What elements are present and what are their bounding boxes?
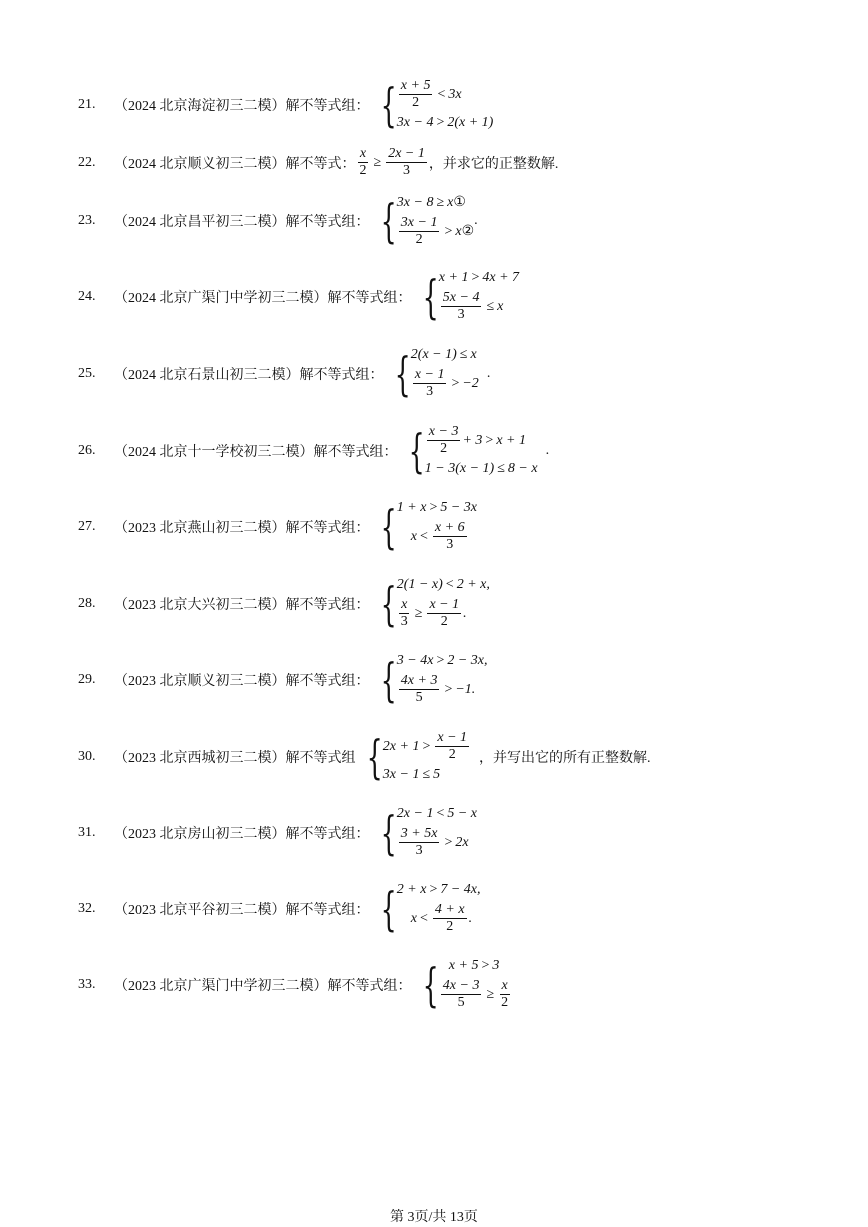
problem-source: （2023 北京房山初三二模）解不等式组： [114, 826, 370, 842]
problem-25 [78, 347, 490, 400]
problem-30 [78, 730, 651, 783]
inequality-system: { 2 + x > 7 − 4x, x < $\frac{4 + x}{2}$ . [380, 881, 481, 936]
problem-tail: ，并求它的正整数解. [428, 156, 559, 172]
problem-number: 26. [78, 442, 96, 458]
problem-32 [78, 882, 481, 935]
problem-source: （2024 北京十一学校初三二模）解不等式组： [114, 444, 398, 460]
problem-number: 22. [78, 154, 96, 170]
problem-tail: ，并写出它的所有正整数解. [479, 750, 651, 766]
inequality-system: { x + 5 > 3 $\frac{4x - 3}{5}$ ≥ $\frac{x}{2}$ [422, 957, 509, 1012]
inequality-system: { 1 + x > 5 − 3x x < $\frac{x + 6}{3}$ [380, 499, 478, 554]
problem-number: 33. [78, 976, 96, 992]
problem-source: （2023 北京顺义初三二模）解不等式组： [114, 673, 370, 689]
inequality-system: { x + 1 > 4x + 7 $\frac{5x - 4}{3}$ ≤ x [422, 269, 520, 324]
problem-26 [78, 424, 549, 477]
inequality-system: { 2x + 1 > $\frac{x - 1}{2}$ 3x − 1 ≤ 5 [366, 729, 468, 784]
problem-number: 29. [78, 671, 96, 687]
problem-21 [78, 78, 493, 131]
inequality-system: { $\frac{x - 3}{2}$ + 3 > x + 1 1 − 3(x − 1) ≤ 8 − x [408, 423, 538, 478]
inequality-system: { 3x − 8 ≥ x ① $\frac{3x - 1}{2}$ > x ② [380, 194, 475, 249]
page-footer: 第 3页/共 13页 [390, 1210, 478, 1225]
problem-number: 30. [78, 748, 96, 764]
problem-source: （2024 北京海淀初三二模）解不等式组： [114, 98, 370, 114]
problem-24 [78, 270, 519, 323]
inequality-system: { 2(x − 1) ≤ x $\frac{x - 1}{3}$ > −2 [394, 346, 479, 401]
problem-source: （2023 北京大兴初三二模）解不等式组： [114, 597, 370, 613]
problem-tail: . [486, 365, 491, 381]
problem-tail: . [474, 213, 478, 229]
problem-22: 22. （2024 北京顺义初三二模）解不等式： $\frac{x}{2}$ ≥ $\frac{2x - 1}{3}$ ，并求它的正整数解. [78, 146, 559, 179]
problem-number: 32. [78, 900, 96, 916]
problem-number: 25. [78, 365, 96, 381]
problem-source: （2023 北京燕山初三二模）解不等式组： [114, 520, 370, 536]
problem-27 [78, 500, 477, 553]
inequality-system: { 2x − 1 < 5 − x $\frac{3 + 5x}{3}$ > 2x [380, 805, 478, 860]
problem-29 [78, 653, 488, 706]
problem-31 [78, 806, 477, 859]
problem-source: （2023 北京广渠门中学初三二模）解不等式组： [114, 978, 412, 994]
problem-33 [78, 958, 512, 1011]
problem-number: 24. [78, 288, 96, 304]
problem-source: （2024 北京广渠门中学初三二模）解不等式组： [114, 290, 412, 306]
problem-tail: . [545, 442, 550, 458]
inequality-system: { 2(1 − x) < 2 + x, $\frac{x}{3}$ ≥ $\frac{x - 1}{2}$ . [380, 576, 490, 631]
problem-28 [78, 577, 490, 630]
problem-number: 23. [78, 213, 96, 229]
problem-number: 27. [78, 518, 96, 534]
problem-source: （2023 北京平谷初三二模）解不等式组： [114, 902, 370, 918]
problem-source: （2024 北京昌平初三二模）解不等式组： [114, 215, 370, 231]
inequality-system: { 3 − 4x > 2 − 3x, $\frac{4x + 3}{5}$ > −1. [380, 652, 488, 707]
problem-source: （2024 北京顺义初三二模）解不等式： [114, 156, 356, 172]
problem-source: （2024 北京石景山初三二模）解不等式组： [114, 367, 384, 383]
problem-number: 28. [78, 595, 96, 611]
problem-number: 21. [78, 96, 96, 112]
problem-23 [78, 194, 478, 248]
problem-source: （2023 北京西城初三二模）解不等式组 [114, 750, 356, 766]
inequality-system: { $\frac{x + 5}{2}$ < 3x 3x − 4 > 2(x + 1) [380, 77, 494, 132]
problem-number: 31. [78, 824, 96, 840]
